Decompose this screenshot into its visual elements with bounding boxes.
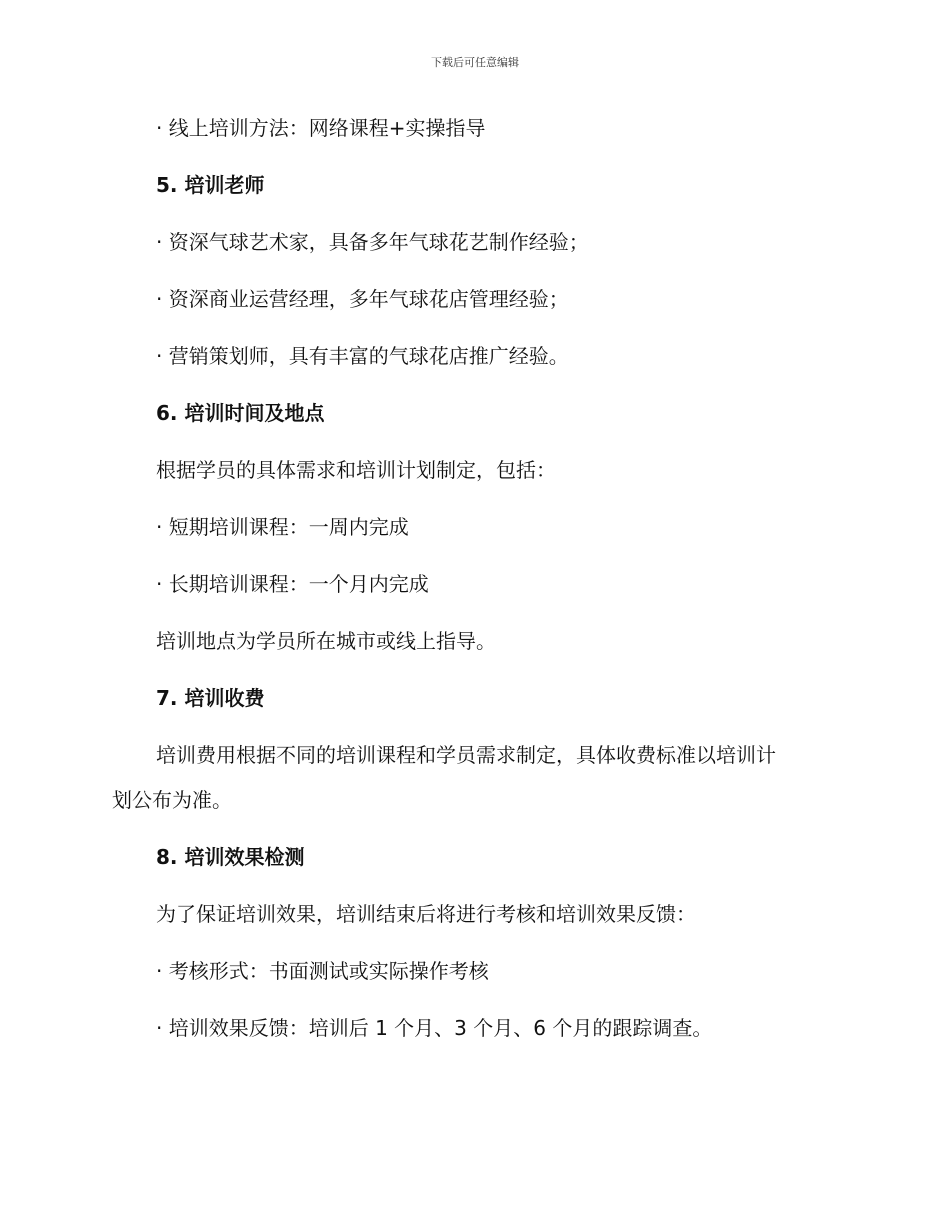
bullet-assessment-form: · 考核形式：书面测试或实际操作考核 (156, 959, 489, 983)
evaluation-intro: 为了保证培训效果，培训结束后将进行考核和培训效果反馈： (156, 902, 696, 926)
fee-paragraph-line-1: 培训费用根据不同的培训课程和学员需求制定，具体收费标准以培训计 (156, 743, 776, 767)
training-location: 培训地点为学员所在城市或线上指导。 (156, 629, 496, 653)
fee-paragraph-line-2: 划公布为准。 (112, 788, 232, 812)
document-body (112, 114, 842, 1071)
page-header: 下载后可任意编辑 (431, 56, 519, 69)
bullet-operations-manager: · 资深商业运营经理，多年气球花店管理经验； (156, 287, 569, 311)
bullet-feedback-schedule: · 培训效果反馈：培训后 1 个月、3 个月、6 个月的跟踪调查。 (156, 1016, 713, 1040)
section-heading-fees: 7. 培训收费 (156, 686, 265, 710)
bullet-balloon-artist: · 资深气球艺术家，具备多年气球花艺制作经验； (156, 230, 589, 254)
time-place-intro: 根据学员的具体需求和培训计划制定，包括： (156, 458, 556, 482)
bullet-online-method: · 线上培训方法：网络课程+实操指导 (156, 116, 486, 140)
section-heading-evaluation: 8. 培训效果检测 (156, 845, 305, 869)
bullet-long-course: · 长期培训课程：一个月内完成 (156, 572, 429, 596)
bullet-short-course: · 短期培训课程：一周内完成 (156, 515, 409, 539)
fee-paragraph (112, 741, 842, 815)
section-heading-time-place: 6. 培训时间及地点 (156, 401, 325, 425)
bullet-marketing-planner: · 营销策划师，具有丰富的气球花店推广经验。 (156, 344, 569, 368)
section-heading-teachers: 5. 培训老师 (156, 173, 265, 197)
